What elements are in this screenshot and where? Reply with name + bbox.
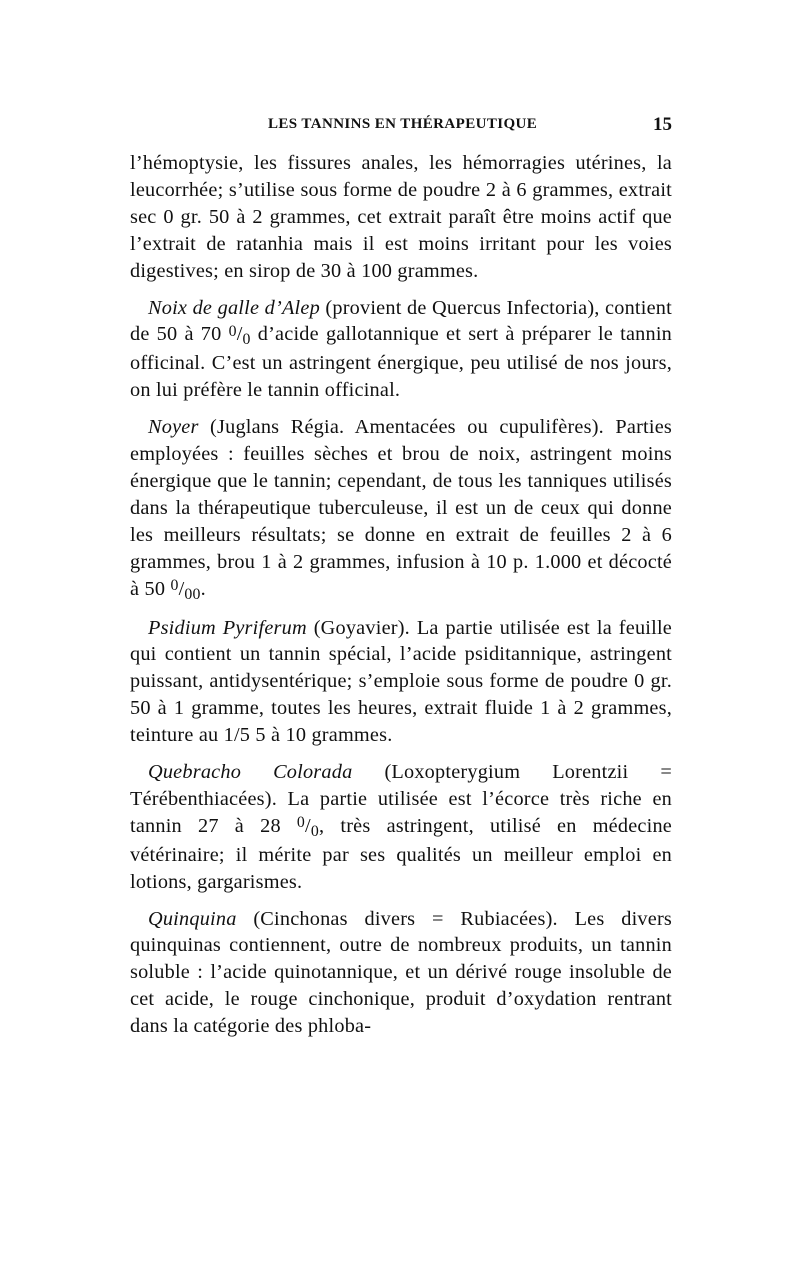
running-head xyxy=(130,116,672,138)
paragraph-text: . xyxy=(200,577,206,600)
paragraph-noyer xyxy=(130,414,672,604)
permille-sign-bottom: 00 xyxy=(184,585,201,603)
percent-sign-bottom: 0 xyxy=(310,822,320,840)
permille-sign-slash: / xyxy=(178,577,185,600)
page-number: 15 xyxy=(653,114,672,135)
paragraph-hemoptysie xyxy=(130,150,672,285)
paragraph-text: (Juglans Régia. Amentacées ou cupulifères). Parties employées : feuilles sèches et brou de noix, astringent moins énergique que le tannin; cependant, de tous les tanniques utilisés dans la thérapeutique tuberculeuse, il est un de ceux qui donne les meilleurs résultats; se donne en extrait de feuilles 2 à 6 grammes, brou 1 à 2 grammes, infusion à 10 p. 1.000 et décocté à 50 xyxy=(130,416,672,600)
paragraph-quinquina xyxy=(130,906,672,1041)
entry-term: Noyer xyxy=(148,416,199,439)
paragraph-text: l’hémoptysie, les fissures anales, les hémorragies utérines, la leucorrhée; s’utilise sous forme de poudre 2 à 6 grammes, extrait sec 0 gr. 50 à 2 grammes, cet extrait paraît être moins actif que l’extrait de ratanhia mais il est moins irritant pour les voies digestives; en sirop de 30 à 100 grammes. xyxy=(130,152,672,282)
percent-sign-slash: / xyxy=(236,323,243,346)
percent-sign-bottom: 0 xyxy=(242,331,251,349)
paragraph-psidium xyxy=(130,615,672,750)
percent-sign-top: 0 xyxy=(296,814,306,832)
paragraph-text: (Loxopterygium Lorentzii = Térébenthiacées). La partie utilisée est l’écorce très riche en tannin 27 à 28 xyxy=(130,761,672,837)
percent-sign-slash: / xyxy=(305,814,311,837)
percent-sign-top: 0 xyxy=(228,322,237,340)
paragraph-noix-de-galle xyxy=(130,295,672,405)
paragraph-text: (provient de Quercus Infectoria), contient de 50 à 70 xyxy=(130,296,672,346)
entry-term: Noix de galle d’Alep xyxy=(148,296,320,319)
paragraph-text: (Cinchonas divers = Rubiacées). Les divers quinquinas contiennent, outre de nombreux produits, un tannin soluble : l’acide quinotannique, et un dérivé rouge insoluble de cet acide, le rouge cinchonique, produit d’oxydation rentrant dans la catégorie des phloba- xyxy=(130,907,672,1038)
entry-term: Quinquina xyxy=(148,907,237,930)
paragraph-text: (Goyavier). La partie utilisée est la feuille qui contient un tannin spécial, l’acide psiditannique, astringent puissant, antidysentérique; s’emploie sous forme de poudre 0 gr. 50 à 1 gramme, toutes les heures, extrait fluide 1 à 2 grammes, teinture au 1/5 5 à 10 grammes. xyxy=(130,616,672,747)
paragraph-text: d’acide gallotannique et sert à préparer le tannin officinal. C’est un astringent énergique, peu utilisé de nos jours, on lui préfère le tannin officinal. xyxy=(130,323,672,402)
paragraph-quebracho xyxy=(130,759,672,896)
book-page xyxy=(130,116,672,1040)
paragraph-text: , très astringent, utilisé en médecine vétérinaire; il mérite par ses qualités un meilleur emploi en lotions, gargarismes. xyxy=(130,814,672,893)
entry-term: Quebracho Colorada xyxy=(148,761,353,784)
entry-term: Psidium Pyriferum xyxy=(148,616,307,639)
permille-sign-top: 0 xyxy=(170,576,179,594)
running-head-title: LES TANNINS EN THÉRAPEUTIQUE xyxy=(268,116,538,132)
